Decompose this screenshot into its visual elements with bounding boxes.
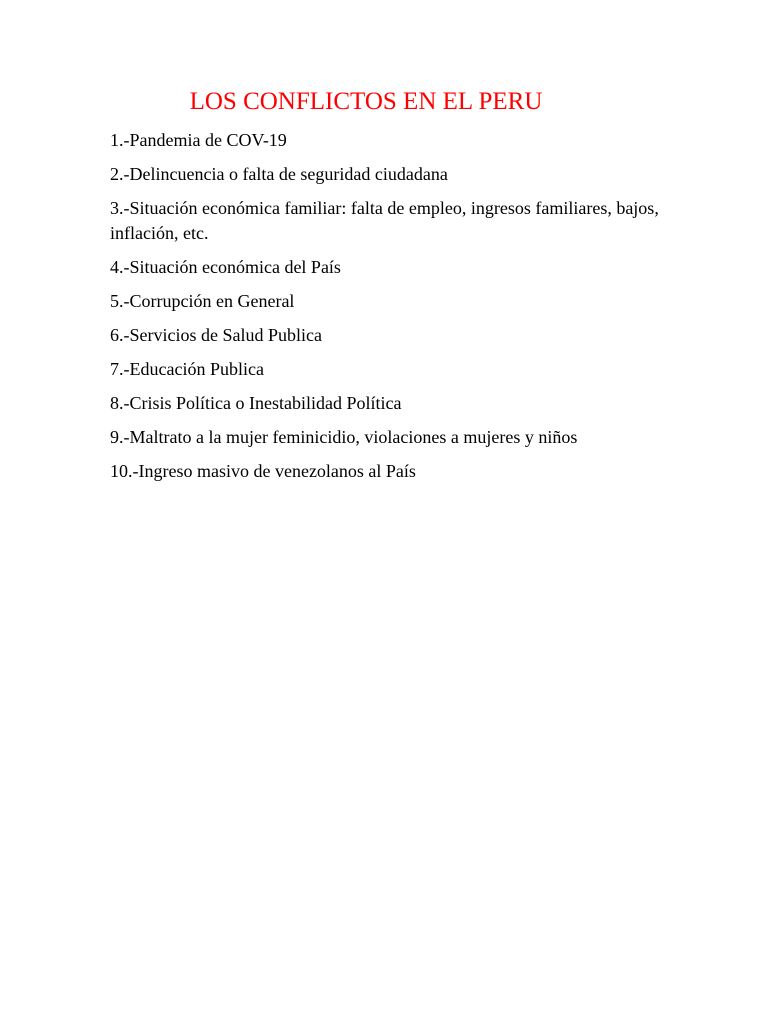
page-title: LOS CONFLICTOS EN EL PERU — [189, 88, 543, 115]
list-item: 9.-Maltrato a la mujer feminicidio, violaciones a mujeres y niños — [110, 427, 578, 447]
list-item: 4.-Situación económica del País — [110, 257, 341, 277]
list-item: 3.-Situación económica familiar: falta de empleo, ingresos familiares, bajos, inflación, etc. — [110, 198, 659, 243]
list-item: 2.-Delincuencia o falta de seguridad ciudadana — [110, 164, 448, 184]
list-item: 8.-Crisis Política o Inestabilidad Política — [110, 393, 402, 413]
list-item: 1.-Pandemia de COV-19 — [110, 130, 287, 150]
list-item: 7.-Educación Publica — [110, 359, 264, 379]
conflicts-list — [110, 128, 670, 493]
list-item: 10.-Ingreso masivo de venezolanos al País — [110, 461, 416, 481]
list-item: 5.-Corrupción en General — [110, 291, 295, 311]
list-item: 6.-Servicios de Salud Publica — [110, 325, 322, 345]
